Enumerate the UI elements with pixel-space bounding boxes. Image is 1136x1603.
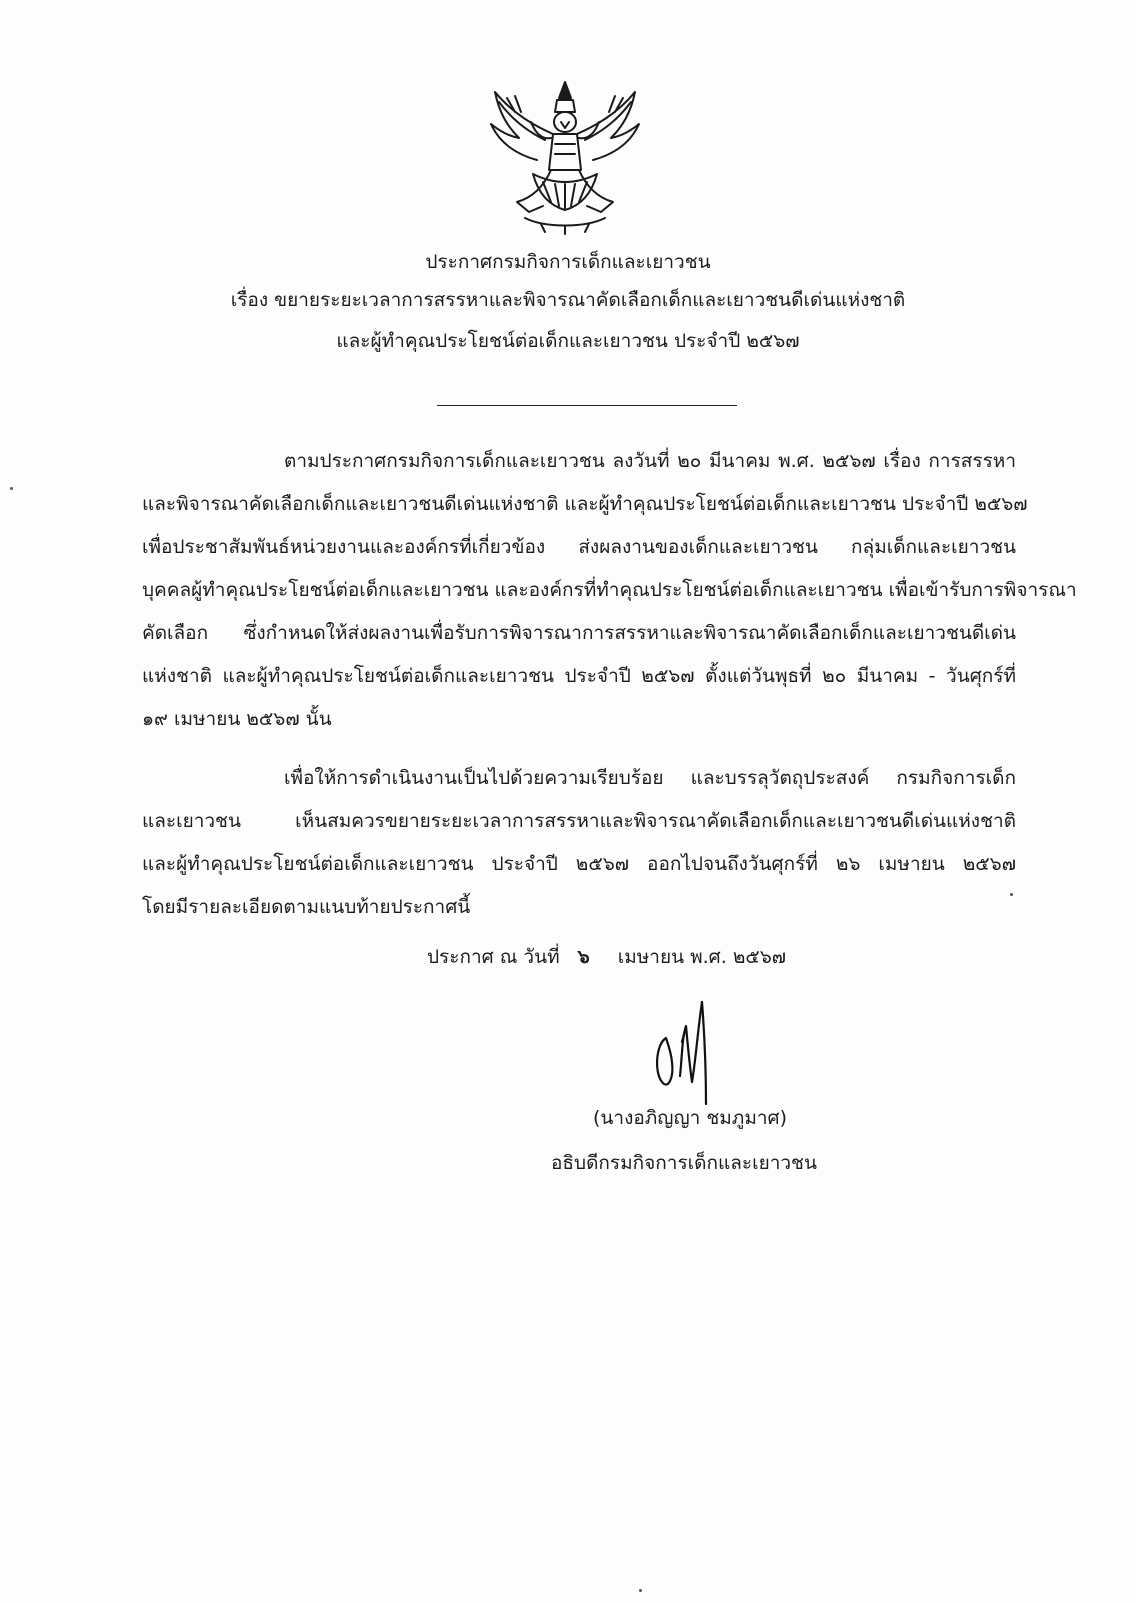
date-prefix: ประกาศ ณ วันที่ <box>427 946 560 968</box>
body-line: และเยาวชน เห็นสมควรขยายระยะเวลาการสรรหาและพิจารณาคัดเลือกเด็กและเยาวชนดีเด่นแห่งชาติ <box>142 810 1016 832</box>
garuda-emblem-icon <box>485 78 645 236</box>
body-line: บุคคลผู้ทำคุณประโยชน์ต่อเด็กและเยาวชน และองค์กรที่ทำคุณประโยชน์ต่อเด็กและเยาวชน เพื่อเข้ารับการพิจารณา <box>142 579 1077 601</box>
title-divider <box>437 405 737 406</box>
subject-line-2: และผู้ทำคุณประโยชน์ต่อเด็กและเยาวชน ประจำปี ๒๕๖๗ <box>336 330 800 352</box>
scan-speck <box>10 487 13 490</box>
date-month-year: เมษายน พ.ศ. ๒๕๖๗ <box>617 946 787 968</box>
body-line: ๑๙ เมษายน ๒๕๖๗ นั้น <box>142 708 332 730</box>
body-line: เพื่อประชาสัมพันธ์หน่วยงานและองค์กรที่เกี่ยวข้อง ส่งผลงานของเด็กและเยาวชน กลุ่มเด็กและเยาวชน <box>142 536 1016 558</box>
body-line: คัดเลือก ซึ่งกำหนดให้ส่งผลงานเพื่อรับการพิจารณาการสรรหาและพิจารณาคัดเลือกเด็กและเยาวชนดีเด่น <box>142 622 1016 644</box>
signer-name: (นางอภิญญา ชมภูมาศ) <box>593 1107 787 1129</box>
body-line: ตามประกาศกรมกิจการเด็กและเยาวชน ลงวันที่ ๒๐ มีนาคม พ.ศ. ๒๕๖๗ เรื่อง การสรรหา <box>284 450 1016 472</box>
subject-line-1: เรื่อง ขยายระยะเวลาการสรรหาและพิจารณาคัดเลือกเด็กและเยาวชนดีเด่นแห่งชาติ <box>230 289 906 311</box>
scan-speck <box>639 1589 642 1592</box>
signature-mark <box>652 998 724 1108</box>
body-line: เพื่อให้การดำเนินงานเป็นไปด้วยความเรียบร้อย และบรรลุวัตถุประสงค์ กรมกิจการเด็ก <box>284 767 1016 789</box>
announcement-date <box>427 944 786 970</box>
scan-speck <box>1010 893 1013 896</box>
document-title: ประกาศกรมกิจการเด็กและเยาวชน <box>425 251 711 273</box>
date-day: ๖ <box>577 946 590 968</box>
body-line: และพิจารณาคัดเลือกเด็กและเยาวชนดีเด่นแห่งชาติ และผู้ทำคุณประโยชน์ต่อเด็กและเยาวชน ประจำปี ๒๕๖๗ <box>142 493 1028 515</box>
body-line: และผู้ทำคุณประโยชน์ต่อเด็กและเยาวชน ประจำปี ๒๕๖๗ ออกไปจนถึงวันศุกร์ที่ ๒๖ เมษายน ๒๕๖๗ <box>142 853 1016 875</box>
body-line: แห่งชาติ และผู้ทำคุณประโยชน์ต่อเด็กและเยาวชน ประจำปี ๒๕๖๗ ตั้งแต่วันพุธที่ ๒๐ มีนาคม - วันศุกร์ที่ <box>142 665 1016 687</box>
body-line: โดยมีรายละเอียดตามแนบท้ายประกาศนี้ <box>142 896 471 918</box>
signer-title: อธิบดีกรมกิจการเด็กและเยาวชน <box>551 1152 817 1174</box>
